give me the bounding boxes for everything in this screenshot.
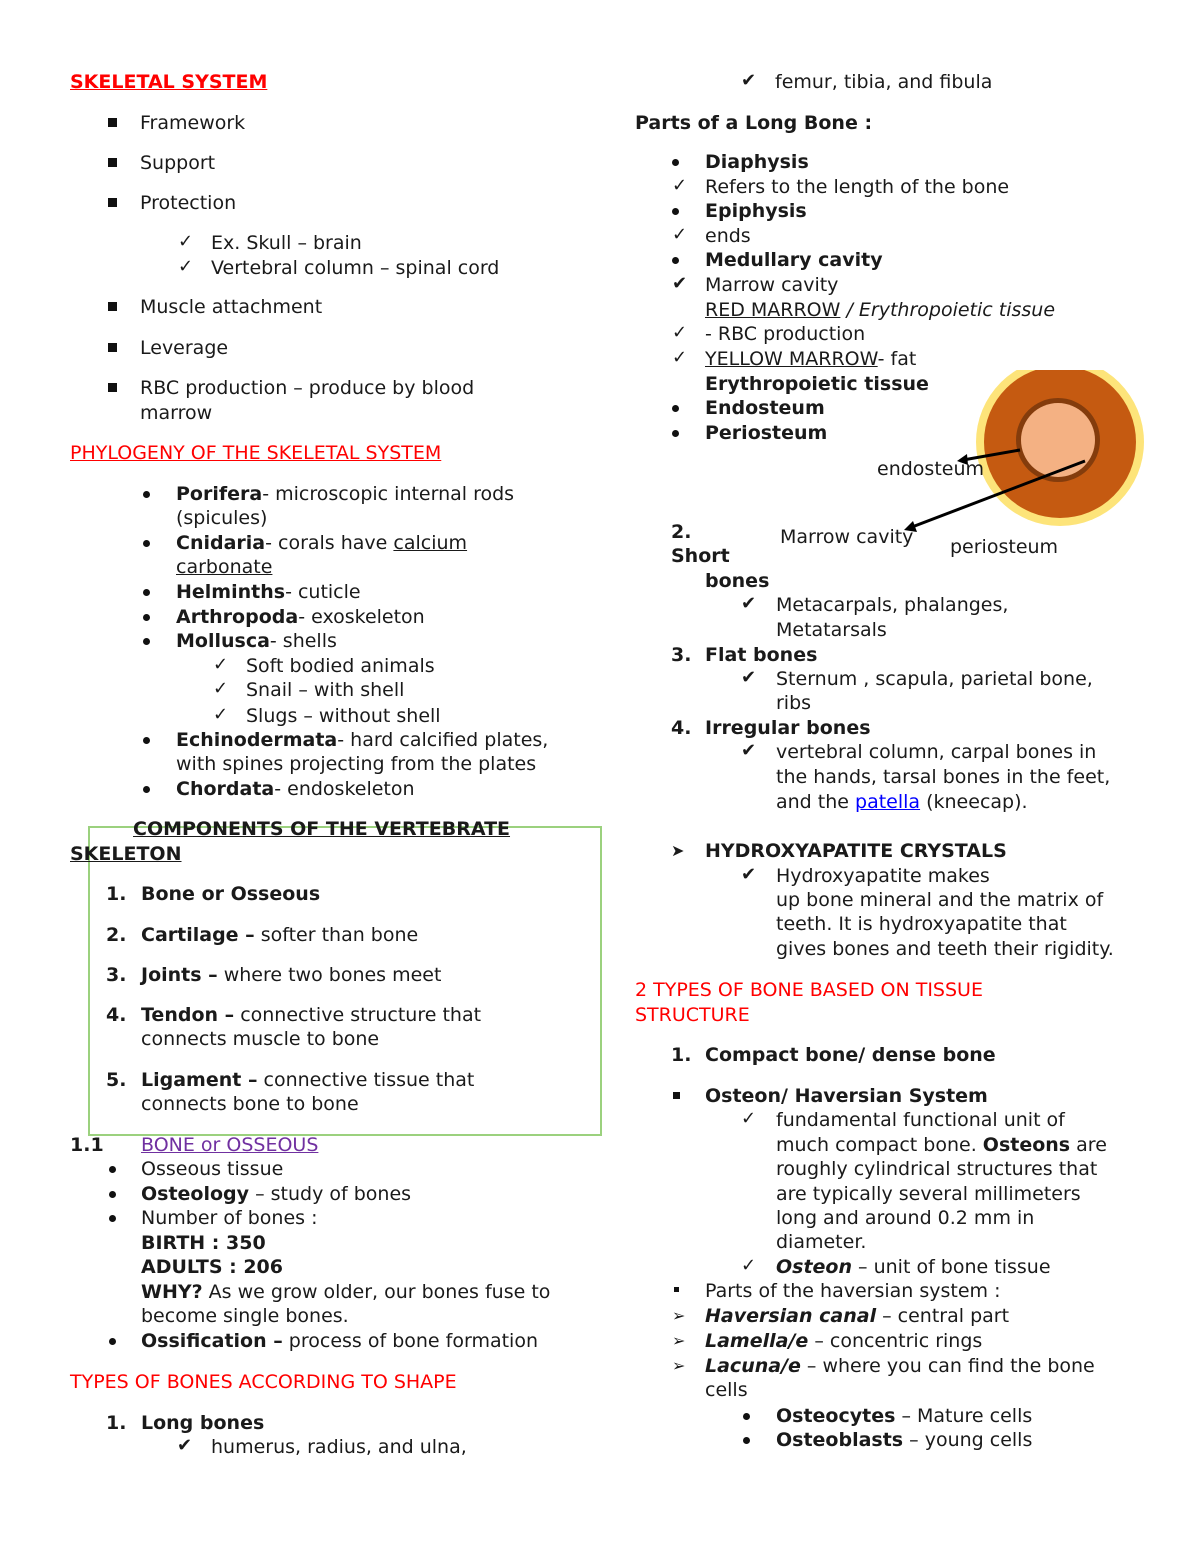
short-bones-label: Short xyxy=(671,545,730,567)
list-number: 4. xyxy=(106,1004,127,1026)
list-number: 2. xyxy=(106,924,127,946)
part-epiphysis: Epiphysis xyxy=(705,200,807,222)
check-icon: ✓ xyxy=(213,654,229,675)
part-desc: Refers to the length of the bone xyxy=(705,176,1010,198)
component-item-cont: connects bone to bone xyxy=(141,1093,359,1115)
phylo-echinodermata: Echinodermata- hard calcified plates, xyxy=(176,729,549,751)
check-icon: ✓ xyxy=(213,678,229,699)
part-endosteum: Endosteum xyxy=(705,397,825,419)
bullet-square xyxy=(674,1287,679,1292)
cell-osteoblasts: Osteoblasts – young cells xyxy=(776,1429,1033,1451)
irregular-bones-example: vertebral column, carpal bones in xyxy=(776,741,1097,763)
diagram-label-endosteum: endosteum xyxy=(877,458,985,480)
list-number: 1. xyxy=(106,883,127,905)
mollusca-sub: Snail – with shell xyxy=(246,679,405,701)
function-rbc-cont: marrow xyxy=(140,402,213,424)
check-icon: ✔ xyxy=(741,593,757,614)
short-bones-example: Metacarpals, phalanges, xyxy=(776,594,1009,616)
bullet-dot xyxy=(143,638,150,645)
list-number: 3. xyxy=(106,964,127,986)
list-number: 3. xyxy=(671,644,692,666)
bullet-dot xyxy=(143,786,150,793)
bullet-dot xyxy=(143,589,150,596)
phylo-helminths: Helminths- cuticle xyxy=(176,581,361,603)
osteon-text: much compact bone. Osteons are xyxy=(776,1134,1107,1156)
haversian-part: Haversian canal – central part xyxy=(705,1305,1010,1327)
haversian-part-cont: cells xyxy=(705,1379,748,1401)
bullet-dot xyxy=(743,1413,750,1420)
check-icon: ✓ xyxy=(672,175,688,196)
parts-heading: Parts of a Long Bone : xyxy=(635,112,873,134)
tissue-structure-heading: 2 TYPES OF BONE BASED ON TISSUE xyxy=(635,979,983,1001)
bullet-dot xyxy=(109,1215,116,1222)
phylogeny-heading: PHYLOGENY OF THE SKELETAL SYSTEM xyxy=(70,442,442,464)
check-icon: ✔ xyxy=(741,667,757,688)
short-bones-example-cont: Metatarsals xyxy=(776,619,887,641)
bullet-square xyxy=(108,158,117,167)
component-item: Bone or Osseous xyxy=(141,883,321,905)
component-item: Ligament – connective tissue that xyxy=(141,1069,475,1091)
hydroxyapatite-text: Hydroxyapatite makes xyxy=(776,865,990,887)
check-icon: ✓ xyxy=(672,224,688,245)
phylo-porifera: Porifera- microscopic internal rods xyxy=(176,483,515,505)
osteon-text: roughly cylindrical structures that xyxy=(776,1158,1098,1180)
component-item: Cartilage – softer than bone xyxy=(141,924,419,946)
check-icon: ✔ xyxy=(741,70,757,91)
osteon-text: fundamental functional unit of xyxy=(776,1109,1065,1131)
yellow-marrow: YELLOW MARROW- fat xyxy=(705,348,917,370)
bullet-square xyxy=(673,1092,680,1099)
osteon-unit: Osteon – unit of bone tissue xyxy=(776,1256,1051,1278)
hydroxyapatite-text: up bone mineral and the matrix of xyxy=(776,889,1104,911)
component-item-cont: connects muscle to bone xyxy=(141,1028,380,1050)
function-rbc: RBC production – produce by blood xyxy=(140,377,475,399)
phylo-cnidaria-cont: carbonate xyxy=(176,556,273,578)
irregular-bones-label: Irregular bones xyxy=(705,717,871,739)
phylo-chordata: Chordata- endoskeleton xyxy=(176,778,415,800)
bullet-dot xyxy=(109,1338,116,1345)
types-shape-heading: TYPES OF BONES ACCORDING TO SHAPE xyxy=(70,1371,457,1393)
phylo-cnidaria: Cnidaria- corals have calcium xyxy=(176,532,468,554)
phylo-mollusca: Mollusca- shells xyxy=(176,630,337,652)
bullet-dot xyxy=(143,491,150,498)
bullet-square xyxy=(108,118,117,127)
haversian-part: Lacuna/e – where you can find the bone xyxy=(705,1355,1095,1377)
arrow-bullet-icon: ➢ xyxy=(672,1306,686,1325)
osteon-system-label: Osteon/ Haversian System xyxy=(705,1085,988,1107)
osteon-text: long and around 0.2 mm in xyxy=(776,1207,1035,1229)
phylo-echinodermata-cont: with spines projecting from the plates xyxy=(176,753,537,775)
check-icon: ✓ xyxy=(672,347,688,368)
bullet-dot xyxy=(743,1437,750,1444)
haversian-parts-label: Parts of the haversian system : xyxy=(705,1280,1001,1302)
part-desc: ends xyxy=(705,225,751,247)
arrow-bullet-icon: ➤ xyxy=(671,841,685,860)
part-medullary: Medullary cavity xyxy=(705,249,883,271)
section-number: 1.1 xyxy=(70,1134,104,1156)
protection-example: Ex. Skull – brain xyxy=(211,232,362,254)
bullet-dot xyxy=(143,737,150,744)
cell-osteocytes: Osteocytes – Mature cells xyxy=(776,1405,1033,1427)
diagram-label-marrow: Marrow cavity xyxy=(780,526,914,548)
phylo-arthropoda: Arthropoda- exoskeleton xyxy=(176,606,425,628)
phylo-porifera-cont: (spicules) xyxy=(176,507,268,529)
erythropoietic-tissue: Erythropoietic tissue xyxy=(705,373,929,395)
flat-bones-label: Flat bones xyxy=(705,644,818,666)
list-number: 2. xyxy=(671,521,692,543)
check-icon: ✓ xyxy=(741,1255,757,1276)
patella-link[interactable]: patella xyxy=(855,791,921,813)
bullet-square xyxy=(108,198,117,207)
tissue-structure-heading-cont: STRUCTURE xyxy=(635,1004,750,1026)
bullet-dot xyxy=(672,159,679,166)
part-periosteum: Periosteum xyxy=(705,422,828,444)
bone-item: Osteology – study of bones xyxy=(141,1183,412,1205)
flat-bones-example-cont: ribs xyxy=(776,692,812,714)
bone-item: Number of bones : xyxy=(141,1207,318,1229)
components-heading-cont: SKELETON xyxy=(70,843,182,865)
bone-osseous-heading: BONE or OSSEOUS xyxy=(141,1134,319,1156)
bone-item: Osseous tissue xyxy=(141,1158,284,1180)
bullet-dot xyxy=(672,208,679,215)
list-number: 4. xyxy=(671,717,692,739)
check-icon: ✔ xyxy=(741,740,757,761)
compact-bone-label: Compact bone/ dense bone xyxy=(705,1044,996,1066)
long-bones-example-cont: femur, tibia, and fibula xyxy=(775,71,993,93)
mollusca-sub: Slugs – without shell xyxy=(246,705,441,727)
check-icon: ✔ xyxy=(741,864,757,885)
bullet-dot xyxy=(672,430,679,437)
irregular-bones-example-cont: the hands, tarsal bones in the feet, xyxy=(776,766,1111,788)
bone-why-cont: become single bones. xyxy=(141,1305,349,1327)
check-icon: ✔ xyxy=(177,1435,193,1456)
marrow-cavity-circle xyxy=(1021,403,1095,477)
bone-birth: BIRTH : 350 xyxy=(141,1232,266,1254)
check-icon: ✓ xyxy=(741,1108,757,1129)
osteon-text: are typically several millimeters xyxy=(776,1183,1081,1205)
arrow-bullet-icon: ➢ xyxy=(672,1331,686,1350)
bone-item: Ossification – process of bone formation xyxy=(141,1330,538,1352)
long-bones-label: Long bones xyxy=(141,1412,265,1434)
protection-example: Vertebral column – spinal cord xyxy=(211,257,500,279)
long-bones-example: humerus, radius, and ulna, xyxy=(211,1436,467,1458)
bullet-dot xyxy=(143,614,150,621)
list-number: 5. xyxy=(106,1069,127,1091)
hydroxyapatite-text: gives bones and teeth their rigidity. xyxy=(776,938,1114,960)
arrow-bullet-icon: ➢ xyxy=(672,1356,686,1375)
diagram-label-periosteum: periosteum xyxy=(950,536,1059,558)
function-muscle-attachment: Muscle attachment xyxy=(140,296,323,318)
check-icon: ✓ xyxy=(178,256,194,277)
bullet-dot xyxy=(672,257,679,264)
bullet-square xyxy=(108,343,117,352)
osteon-text: diameter. xyxy=(776,1231,867,1253)
check-icon: ✔ xyxy=(672,273,688,294)
bullet-dot xyxy=(109,1191,116,1198)
bullet-square xyxy=(108,302,117,311)
function-protection: Protection xyxy=(140,192,237,214)
bullet-dot xyxy=(672,405,679,412)
list-number: 1. xyxy=(106,1412,127,1434)
hydroxyapatite-text: teeth. It is hydroxyapatite that xyxy=(776,913,1067,935)
haversian-part: Lamella/e – concentric rings xyxy=(705,1330,983,1352)
function-support: Support xyxy=(140,152,216,174)
check-icon: ✓ xyxy=(213,704,229,725)
function-framework: Framework xyxy=(140,112,246,134)
component-item: Tendon – connective structure that xyxy=(141,1004,482,1026)
components-heading: COMPONENTS OF THE VERTEBRATE xyxy=(133,818,511,840)
part-diaphysis: Diaphysis xyxy=(705,151,809,173)
component-item: Joints – where two bones meet xyxy=(141,964,442,986)
skeletal-system-heading: SKELETAL SYSTEM xyxy=(70,71,268,93)
bullet-square xyxy=(108,383,117,392)
irregular-bones-example-cont: and the patella (kneecap). xyxy=(776,791,1028,813)
rbc-production: - RBC production xyxy=(705,323,866,345)
function-leverage: Leverage xyxy=(140,337,229,359)
check-icon: ✓ xyxy=(178,231,194,252)
bone-why: WHY? As we grow older, our bones fuse to xyxy=(141,1281,551,1303)
bullet-dot xyxy=(109,1166,116,1173)
red-marrow: RED MARROW / Erythropoietic tissue xyxy=(705,299,1056,321)
part-desc: Marrow cavity xyxy=(705,274,839,296)
hydroxyapatite-heading: HYDROXYAPATITE CRYSTALS xyxy=(705,840,1007,862)
flat-bones-example: Sternum , scapula, parietal bone, xyxy=(776,668,1093,690)
check-icon: ✓ xyxy=(672,322,688,343)
short-bones-label-cont: bones xyxy=(705,570,770,592)
list-number: 1. xyxy=(671,1044,692,1066)
bullet-dot xyxy=(143,540,150,547)
bone-adults: ADULTS : 206 xyxy=(141,1256,283,1278)
mollusca-sub: Soft bodied animals xyxy=(246,655,435,677)
